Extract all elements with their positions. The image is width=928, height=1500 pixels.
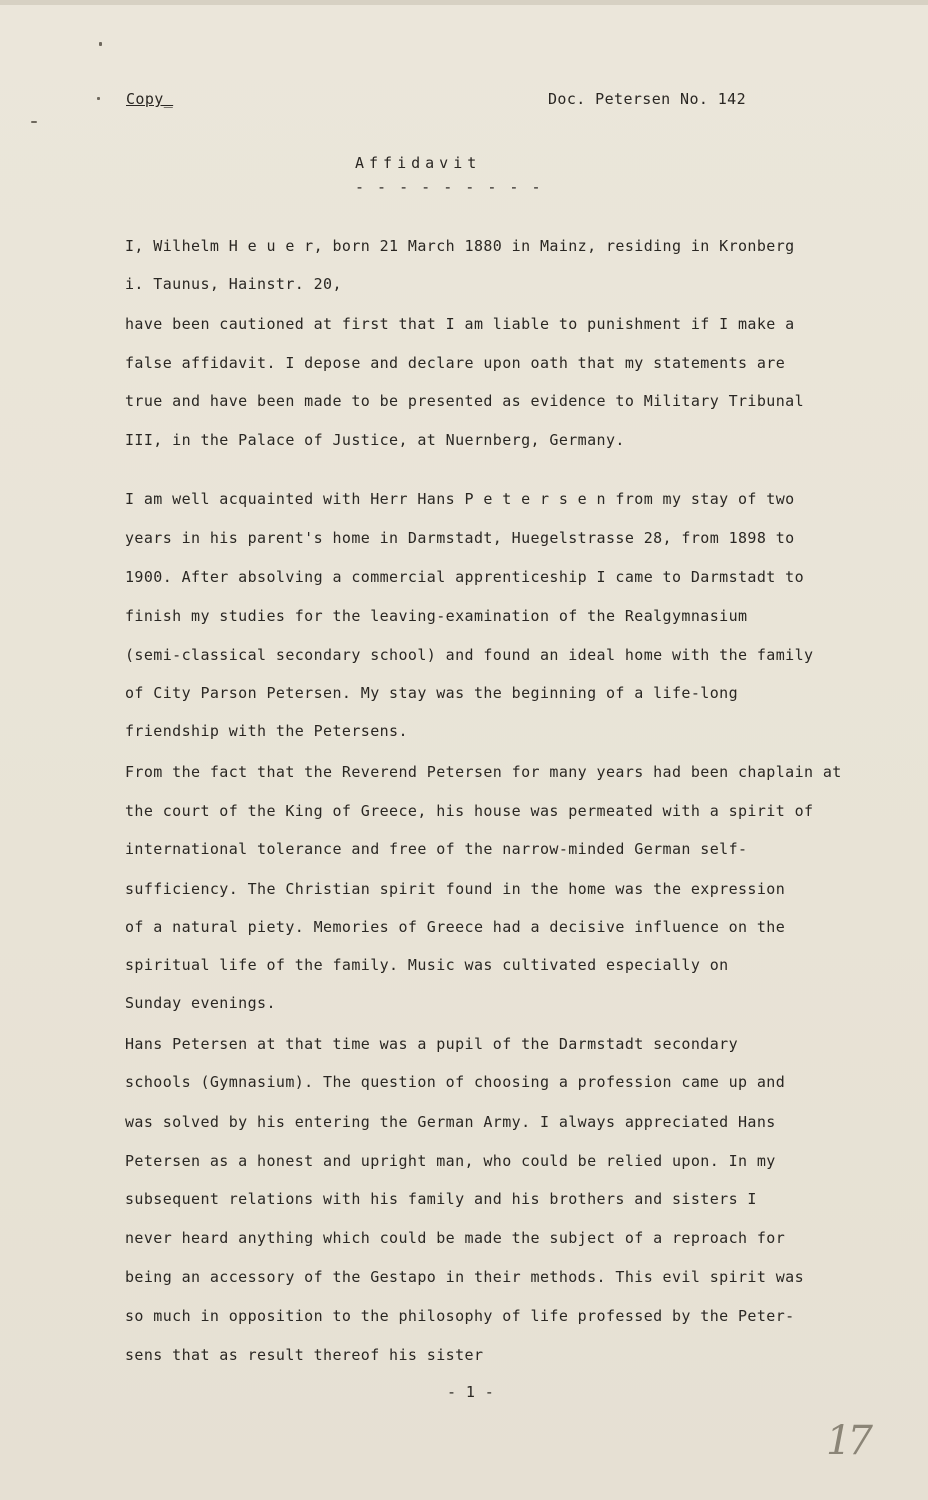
body-line: sufficiency. The Christian spirit found in the home was the expression [125,880,786,898]
body-line: Petersen as a honest and upright man, who could be relied upon. In my [125,1152,776,1170]
body-line: spiritual life of the family. Music was cultivated especially on [125,956,729,974]
body-line: have been cautioned at first that I am liable to punishment if I make a [125,315,795,333]
handwritten-page-number: 17 [826,1418,869,1464]
body-line: Hans Petersen at that time was a pupil of the Darmstadt secondary [125,1035,738,1053]
body-line: i. Taunus, Hainstr. 20, [125,275,342,293]
body-line: friendship with the Petersens. [125,722,408,740]
body-line: sens that as result thereof his sister [125,1346,484,1364]
body-line: true and have been made to be presented as evidence to Military Tribunal [125,392,805,410]
body-line: From the fact that the Reverend Petersen for many years had been chaplain at [125,763,842,781]
body-line: I, Wilhelm H e u e r, born 21 March 1880 in Mainz, residing in Kronberg [125,237,795,255]
body-line: was solved by his entering the German Army. I always appreciated Hans [125,1113,776,1131]
body-line: years in his parent's home in Darmstadt, Huegelstrasse 28, from 1898 to [125,529,795,547]
title-underline: - - - - - - - - - [355,178,543,196]
body-line: schools (Gymnasium). The question of choosing a profession came up and [125,1073,786,1091]
body-line: of City Parson Petersen. My stay was the beginning of a life-long [125,684,738,702]
body-line: being an accessory of the Gestapo in their methods. This evil spirit was [125,1268,805,1286]
copy-label: Copy_ [126,90,174,108]
body-line: subsequent relations with his family and his brothers and sisters I [125,1190,757,1208]
body-line: so much in opposition to the philosophy of life professed by the Peter- [125,1307,795,1325]
page-top-edge [0,0,928,5]
page-footer: - 1 - [447,1383,495,1401]
body-line: false affidavit. I depose and declare upon oath that my statements are [125,354,786,372]
speck-mark [99,42,102,46]
body-line: the court of the King of Greece, his house was permeated with a spirit of [125,802,814,820]
body-line: (semi-classical secondary school) and found an ideal home with the family [125,646,814,664]
body-line: of a natural piety. Memories of Greece had a decisive influence on the [125,918,786,936]
document-title: Affidavit [355,154,482,172]
body-line: finish my studies for the leaving-examination of the Realgymnasium [125,607,748,625]
body-line: III, in the Palace of Justice, at Nuernberg, Germany. [125,431,625,449]
document-number: Doc. Petersen No. 142 [548,90,747,108]
speck-mark [31,121,37,123]
body-line: never heard anything which could be made the subject of a reproach for [125,1229,786,1247]
body-line: international tolerance and free of the narrow-minded German self- [125,840,748,858]
body-line: I am well acquainted with Herr Hans P e t e r s e n from my stay of two [125,490,795,508]
speck-mark [97,97,100,100]
body-line: Sunday evenings. [125,994,276,1012]
body-line: 1900. After absolving a commercial apprenticeship I came to Darmstadt to [125,568,805,586]
